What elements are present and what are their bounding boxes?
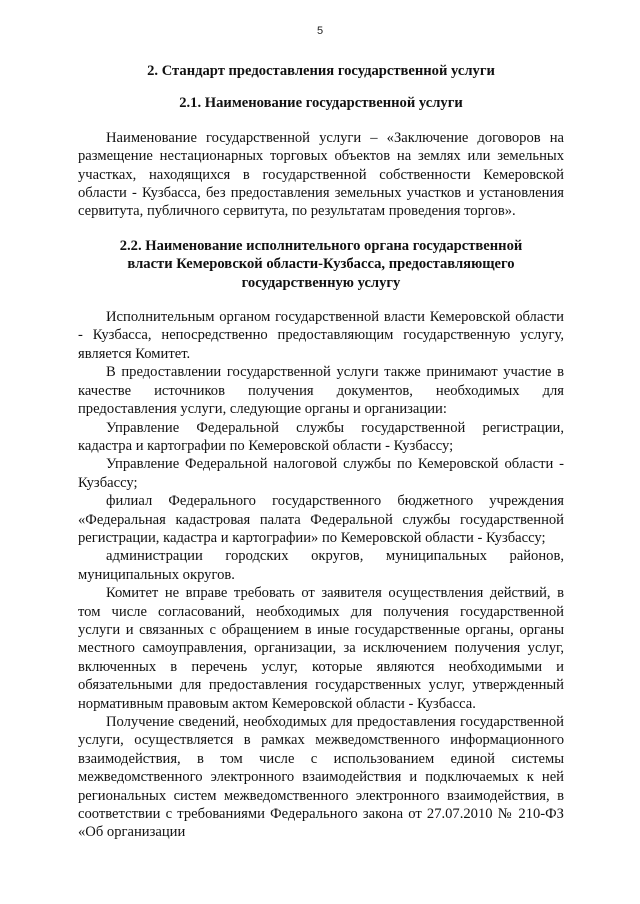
page-number: 5 [316, 25, 324, 37]
section-title: 2. Стандарт предоставления государственной услуги [147, 63, 495, 79]
document-body [78, 60, 564, 842]
paragraph: Управление Федеральной налоговой службы по Кемеровской области - Кузбассу; [78, 456, 564, 491]
paragraph: Комитет не вправе требовать от заявителя осуществления действий, в том числе согласований, необходимых для получения государственной услуги и связанных с обращением в иные государственные органы, органы местного самоуправления, организации, за исключением получения услуг, включенных в перечень услуг, которые являются необходимыми и обязательными для предоставления государственных услуг, утвержденный нормативным правовым актом Кемеровской области - Кузбасса. [78, 585, 564, 712]
subsection-heading-2-2: 2.2. Наименование исполнительного органа государственной власти Кемеровской области-Кузбасса, предоставляющего государственную услугу [119, 237, 523, 291]
paragraph: Исполнительным органом государственной власти Кемеровской области - Кузбасса, непосредственно предоставляющим государственную услугу, является Комитет. [78, 309, 564, 362]
paragraph: В предоставлении государственной услуги также принимают участие в качестве источников получения документов, необходимых для предоставления услуги, следующие органы и организации: [78, 364, 564, 418]
paragraph: филиал Федерального государственного бюджетного учреждения «Федеральная кадастровая палата Федеральной службы государственной регистрации, кадастра и картографии» по Кемеровской области - Кузбассу; [78, 493, 564, 546]
paragraph: администрации городских округов, муниципальных районов, муниципальных округов. [78, 548, 564, 583]
paragraph: Получение сведений, необходимых для предоставления государственной услуги, осуществляется в рамках межведомственного информационного взаимодействия, в том числе с использованием единой системы межведомственного электронного взаимодействия и подключаемых к ней региональных систем межведомственного электронного взаимодействия, в соответствии с требованиями Федерального закона от 27.07.2010 № 210-ФЗ «Об организации [78, 714, 564, 841]
paragraph: Управление Федеральной службы государственной регистрации, кадастра и картографии по Кемеровской области - Кузбассу; [78, 419, 564, 454]
subsection-heading-2-1: 2.1. Наименование государственной услуги [179, 95, 463, 112]
paragraph-service-name: Наименование государственной услуги – «Заключение договоров на размещение нестационарных торговых объектов на землях или земельных участках, находящихся в государственной собственности Кемеровской области - Кузбасса, без предоставления земельных участков и установления сервитута, публичного сервитута, по результатам проведения торгов». [78, 129, 564, 220]
